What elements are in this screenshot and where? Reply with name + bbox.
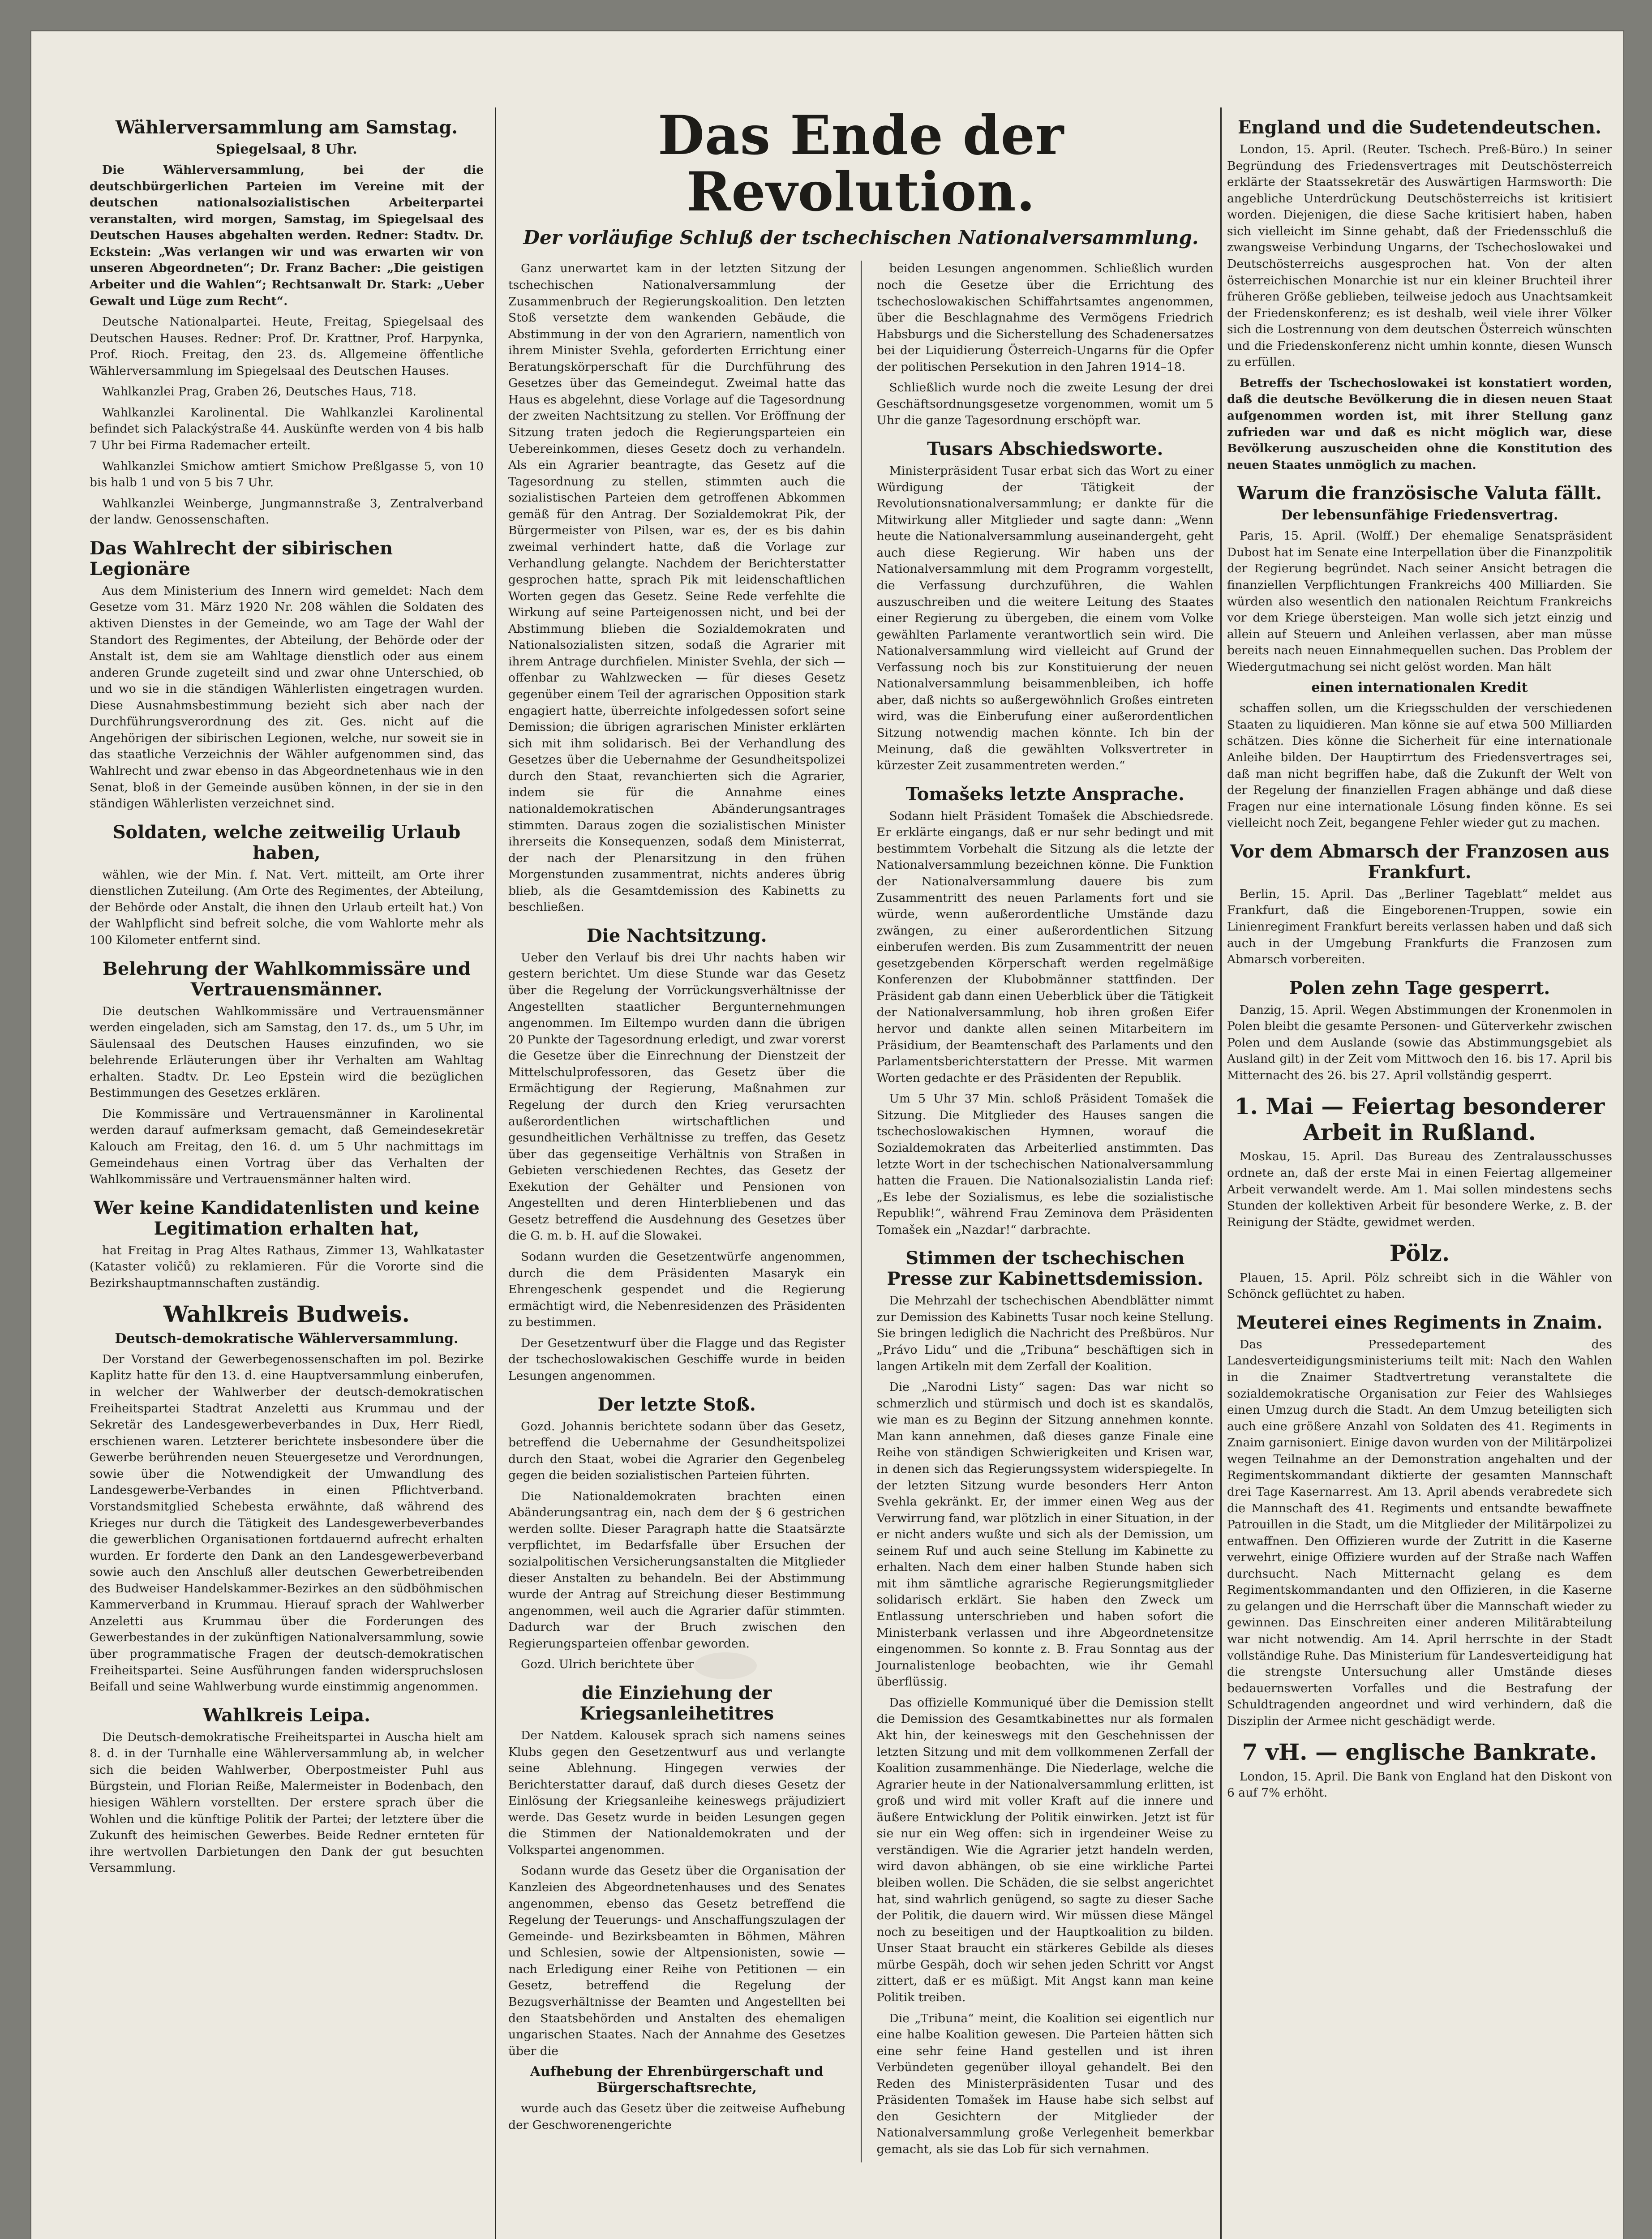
paragraph: Berlin, 15. April. Das „Berliner Tageblatt“ meldet aus Frankfurt, daß die Eingeborenen-Truppen, sowie ein Linienregiment Frankfurt bereits verlassen haben und daß sich auch in der Umgebung Frankfurts die Franzosen zum Abmarsch vorbereiten. <box>1227 887 1612 967</box>
paragraph: London, 15. April. (Reuter. Tschech. Preß-Büro.) In seiner Begründung des Friedensvertrages mit Deutschösterreich erklärte der Staatssekretär des Auswärtigen Harmsworth: Die angebliche Unterdrückung Deutschösterreichs ist kritisiert worden. Diejenigen, die diese Sache kritisiert haben, haben sich vielleicht im Sinne gehabt, daß der Friedensschluß die zwangsweise Verbindung Ungarns, der Tschechoslowakei und Deutschösterreichs ausgesprochen hat. Von der alten österreichischen Monarchie ist nur ein kleiner Bruchteil ihrer früheren Größe geblieben, teilweise jedoch aus Unachtsamkeit der Friedenskonferenz; es ist deshalb, weil viele ihrer Völker sich die Lostrennung von dem deutschen Österreich wünschten und die Friedenskonferenz nicht umhin konnte, diesen Wunsch zu erfüllen. <box>1227 142 1612 369</box>
main-headline: Das Ende der Revolution. <box>657 107 1064 223</box>
paragraph: Die Mehrzahl der tschechischen Abendblätter nimmt zur Demission des Kabinetts Tusar noch keine Stellung. Sie bringen lediglich die Nachricht des Preßbüros. Nur „Právo Lidu“ und die „Tribuna“ beschäftigen sich in langen Artikeln mit dem Zerfall der Koalition. <box>876 1294 1214 1373</box>
paragraph: Der Vorstand der Gewerbegenossenschaften im pol. Bezirke Kaplitz hatte für den 13. d. eine Hauptversammlung einberufen, in welcher der Wahlwerber der deutsch-demokratischen Freiheitspartei Stadtrat Anzeletti aus Krummau und der Sekretär des Landesgewerbeverbandes in Dux, Herr Riedl, erschienen waren. Letzterer berichtete insbesondere über die Gewerbe berührenden neuen Steuergesetze und Verordnungen, sowie über die Notwendigkeit der Umwandlung des Landesgewerbe-Verbandes in einen Pflichtverband. Vorstandsmitglied Schebesta erwähnte, daß während des Krieges nur durch die Tätigkeit des Landesgewerbeverbandes die gewerblichen Organisationen fortdauernd aufrecht erhalten wurden. Er forderte den Dank an den Landesgewerbeverband sowie auch den Anschluß aller deutschen Gewerbetreibenden des Budweiser Handelskammer-Bezirkes an den südböhmischen Kammerverband in Krummau. Hierauf sprach der Wahlwerber Anzeletti aus Krummau über die Forderungen des Gewerbestandes in der zukünftigen Nationalversammlung, sowie über programmatische Fragen der deutsch-demokratischen Freiheitspartei. Seine Ausführungen fanden widerspruchslosen Beifall und seine Wahlwerbung wurde einstimmig angenommen. <box>90 1352 484 1694</box>
heading: Warum die französische Valuta fällt. <box>1237 483 1602 504</box>
heading: 7 vH. — englische Bankrate. <box>1242 1739 1597 1766</box>
paragraph: Die Deutsch-demokratische Freiheitspartei in Auscha hielt am 8. d. in der Turnhalle eine Wählerversammlung ab, in welcher sich die beiden Wahlwerber, Oberpostmeister Puhl aus Bürgstein, und Florian Reiße, Malermeister in Bodenbach, den hiesigen Wählern vorstellten. Der erstere sprach über die Wohlen und die künftige Politik der Partei; der letztere über die Zukunft des heimischen Gewerbes. Beide Redner ernteten für ihre wertvollen Darbietungen den Dank der gut besuchten Versammlung. <box>90 1730 484 1875</box>
heading: 1. Mai — Feiertag besonderer Arbeit in Rußland. <box>1234 1093 1605 1145</box>
paragraph: Die deutschen Wahlkommissäre und Vertrauensmänner werden eingeladen, sich am Samstag, den 17. ds., um 5 Uhr, im Säulensaal des Deutschen Hauses einzufinden, wo sie belehrende Erläuterungen über ihr Verhalten am Wahltag erhalten. Stadtv. Dr. Leo Epstein wird die bezüglichen Bestimmungen des Gesetzes erklären. <box>90 1004 484 1100</box>
paragraph: Wahlkanzlei Smichow amtiert Smichow Preßlgasse 5, von 10 bis halb 1 und von 5 bis 7 Uhr. <box>90 459 484 490</box>
paragraph: Der Natdem. Kalousek sprach sich namens seines Klubs gegen den Gesetzentwurf aus und verlangte seine Ablehnung. Hingegen verwies der Berichterstatter darauf, daß durch dieses Gesetz der Einlösung der Kriegsanleihe keineswegs präjudiziert werde. Das Gesetz wurde in beiden Lesungen gegen die Stimmen der Nationaldemokraten und der Volkspartei angenommen. <box>508 1728 845 1857</box>
paragraph: Aus dem Ministerium des Innern wird gemeldet: Nach dem Gesetze vom 31. März 1920 Nr. 208 wählen die Soldaten des aktiven Dienstes in der Gemeinde, wo am Tage der Wahl der Standort des Regimentes, der Abteilung, der Behörde oder der Anstalt ist, dem sie am Wahltage dienstlich oder aus einem anderen Grunde zugeteilt sind und zwar ohne Unterschied, ob und wo sie in die ständigen Wählerlisten eingetragen wurden. Diese Ausnahmsbestimmung bezieht sich aber nach der Durchführungsverordnung des zit. Ges. nicht auf die Angehörigen der sibirischen Legionen, welche, nur soweit sie in das staatliche Verzeichnis der Wähler aufgenommen sind, das Wahlrecht und zwar ebenso in das Abgeordnetenhaus wie in den Senat, bloß in der Gemeinde ausüben können, in der sie in den ständigen Wählerlisten verzeichnet sind. <box>90 583 484 811</box>
left-column <box>90 107 484 2239</box>
paragraph: Wahlkanzlei Prag, Graben 26, Deutsches Haus, 718. <box>102 385 416 399</box>
paragraph: Das Pressedepartement des Landesverteidigungsministeriums teilt mit: Nach den Wahlen in die Znaimer Stadtvertretung veranstaltete die sozialdemokratische Organisation zur Feier des Wahlsieges einen Umzug durch die Stadt. An dem Umzug beteiligten sich auch eine größere Anzahl von Soldaten des 41. Regiments in Znaim garnisoniert. Einige davon wurden von der Militärpolizei wegen Teilnahme an der Demonstration angehalten und der Regimentskommandant diktierte der gesamten Mannschaft drei Tage Kasernarrest. Am 13. April abends verabredete sich die Mannschaft des 41. Regiments und entsandte bewaffnete Patrouillen in die Stadt, um die Mitglieder der Militärpolizei zu entwaffnen. Den Offizieren wurde der Zutritt in die Kaserne verwehrt, einige Offiziere wurden auf der Straße nach Waffen durchsucht. Nach Mitternacht gelang es dem Regimentskommandanten und den Offizieren, in die Kaserne zu gelangen und die Herrschaft über die Mannschaft wieder zu gewinnen. Das Einschreiten einer anderen Militärabteilung war nicht notwendig. Am 14. April herrschte in der Stadt vollständige Ruhe. Das Ministerium für Landesverteidigung hat die strengste Untersuchung aller Umstände dieses bedauernswerten Vorfalles und die Bestrafung der Schuldtragenden angeordnet und wird verhindern, daß die Disziplin der Armee nicht geschädigt werde. <box>1227 1337 1612 1728</box>
heading: Belehrung der Wahlkommissäre und Vertrauensmänner. <box>103 958 471 1000</box>
subheading: Aufhebung der Ehrenbürgerschaft und Bürgerschaftsrechte, <box>530 2064 824 2096</box>
heading: die Einziehung der Kriegsanleihetitres <box>579 1682 774 1724</box>
column-rule <box>1220 107 1222 2239</box>
paragraph: Gozd. Johannis berichtete sodann über das Gesetz, betreffend die Uebernahme der Gesundheitspolizei durch den Staat, wobei die Agrarier den Gegenbeleg gegen die beiden sozialistischen Parteien führten. <box>508 1419 845 1483</box>
subheading: Deutsch-demokratische Wählerversammlung. <box>115 1330 459 1347</box>
paragraph: London, 15. April. Die Bank von England hat den Diskont von 6 auf 7% erhöht. <box>1227 1769 1612 1800</box>
paragraph: Ueber den Verlauf bis drei Uhr nachts haben wir gestern berichtet. Um diese Stunde war das Gesetz über die Regelung der Vorrückungsverhältnisse der Angestellten staatlicher Bergunternehmungen angenommen. Im Eiltempo wurden dann die übrigen 20 Punkte der Tagesordnung erledigt, und zwar vorerst die Gesetze über die Einrechnung der Dienstzeit der Mittelschulprofessoren, das Gesetz über die Ermächtigung der Regierung, Maßnahmen zur Regelung der durch den Krieg verursachten außerordentlichen wirtschaftlichen und gesundheitlichen Verhältnisse zu treffen, das Gesetz über das gegenseitige Verhältnis von Straßen in Gebieten verschiedenen Rechtes, das Gesetz der Exekution der Gehälter und Pensionen von Angestellten und deren Hinterbliebenen und das Gesetz betreffend die Ausdehnung des Gesetzes über die G. m. b. H. auf die Slowakei. <box>508 950 845 1243</box>
paragraph: Die Kommissäre und Vertrauensmänner in Karolinental werden darauf aufmerksam gemacht, daß Gemeindesekretär Kalouch am Freitag, den 16. d. um 5 Uhr nachmittags im Gemeindehaus einen Vortrag über das Verhalten der Wahlkommissäre und Vertrauensmänner halten wird. <box>90 1107 484 1187</box>
paragraph: Ministerpräsident Tusar erbat sich das Wort zu einer Würdigung der Tätigkeit der Revolutionsnationalversammlung; er dankte für die Mitwirkung aller Mitglieder und sagte dann: „Wenn heute die Nationalversammlung auseinandergeht, geht auch diese Regierung. Wir haben uns der Nationalversammlung mit dem Programm vorgestellt, die Verfassung durchzuführen, die Wahlen auszuschreiben und die weitere Leitung des Staates einer Regierung zu übergeben, die einem vom Volke gewählten Parlamente verantwortlich sein wird. Die Nationalversammlung wird vielleicht auf Grund der Verfassung noch bis zur Konstituierung der neuen Nationalversammlung beisammenbleiben, ich hoffe aber, daß nichts so außergewöhnlich Großes eintreten wird, was die Einberufung einer außerordentlichen Sitzung notwendig machen könnte. Ich bin der Meinung, daß die gewählten Volksvertreter in kürzester Zeit zusammentreten werden.“ <box>876 464 1214 773</box>
column-rule <box>495 107 496 2239</box>
paragraph: Sodann hielt Präsident Tomašek die Abschiedsrede. Er erklärte eingangs, daß er nur sehr bedingt und mit bestimmtem Vorbehalt die Sitzung als die letzte der Nationalversammlung bezeichnen könne. Die Funktion der Nationalversammlung dauere bis zum Zusammentritt des neuen Parlaments fort und sie würde, wenn außerordentliche Umstände dazu zwängen, zu einer außerordentlichen Sitzung einberufen werden. Bis zum Zusammentritt der neuen gesetzgebenden Körperschaft werden regelmäßige Konferenzen der Klubobmänner stattfinden. Der Präsident gab dann einen Ueberblick über die Tätigkeit der Nationalversammlung, hob ihren großen Eifer hervor und dankte allen seinen Mitarbeitern im Präsidium, der Beamtenschaft des Parlaments und den Parlamentsberichterstattern der Presse. Mit warmen Worten gedachte er des Präsidenten der Republik. <box>876 809 1214 1085</box>
heading: Das Wahlrecht der sibirischen Legionäre <box>90 537 393 579</box>
heading: Die Nachtsitzung. <box>586 925 767 946</box>
paragraph: Moskau, 15. April. Das Bureau des Zentralausschusses ordnete an, daß der erste Mai in einen Feiertag allgemeiner Arbeit verwandelt werde. Am 1. Mai sollen mindestens sechs Stunden der kollektiven Arbeit für besondere Werke, z. B. der Reinigung der Städte, gewidmet werden. <box>1227 1150 1612 1229</box>
heading: Der letzte Stoß. <box>597 1394 756 1415</box>
paragraph: Wahlkanzlei Karolinental. Die Wahlkanzlei Karolinental befindet sich Palackýstraße 44. Auskünfte werden von 4 bis halb 7 Uhr bei Firma Rademacher erteilt. <box>90 405 484 452</box>
paragraph: Die „Narodni Listy“ sagen: Das war nicht so schmerzlich und stürmisch und doch ist es skandalös, wie man es zu Beginn der Sitzung annehmen konnte. Man kann annehmen, daß dieses ganze Finale eine Reihe von ständigen Schwierigkeiten und Krisen war, in denen sich das Regierungssystem widerspiegelte. In der letzten Sitzung wurde besonders Herr Anton Svehla gekränkt. Er, der immer einen Weg aus der Verwirrung fand, war plötzlich in einer Situation, in der er nicht anders wußte und sich als der Demission, um seinem Ruf und auch seine Stellung im Kabinette zu erhalten. Nach dem einer halben Stunde haben sich mit ihm sämtliche agrarische Regierungsmitglieder solidarisch erklärt. Sie haben den Zweck um Entlassung unterschrieben und haben sofort die Ministerbank verlassen und ihre Abgeordnetensitze eingenommen. So konnte z. B. Frau Sonntag aus der Journalistenloge beobachten, wie ihr Gemahl überflüssig. <box>876 1380 1214 1689</box>
column-rule <box>861 261 862 2162</box>
heading: England und die Sudetendeutschen. <box>1237 117 1601 138</box>
paragraph: Um 5 Uhr 37 Min. schloß Präsident Tomašek die Sitzung. Die Mitglieder des Hauses sangen die tschechoslowakischen Hymnen, worauf die Sozialdemokraten das Arbeiterlied anstimmten. Das letzte Wort in der tschechischen Nationalversammlung hatten die Frauen. Die Nationalsozialistin Landa rief: „Es lebe der Sozialismus, es lebe die sozialistische Republik!“, während Frau Zeminova dem Präsidenten Tomašek ein „Nazdar!“ darbrachte. <box>876 1092 1214 1237</box>
paragraph: Danzig, 15. April. Wegen Abstimmungen der Kronenmolen in Polen bleibt die gesamte Personen- und Güterverkehr zwischen Polen und dem Auslande (sowie das Abstimmungsgebiet als Ausland gilt) in der Zeit vom Mittwoch den 16. bis 17. April bis Mitternacht des 26. bis 27. April vollständig gesperrt. <box>1227 1003 1612 1082</box>
heading: Wahlkreis Budweis. <box>163 1301 410 1328</box>
paragraph: Deutsche Nationalpartei. Heute, Freitag, Spiegelsaal des Deutschen Hauses. Redner: Prof. Dr. Krattner, Prof. Harpynka, Prof. Rioch. Freitag, den 23. ds. Allgemeine öffentliche Wählerversammlung im Spiegelsaal des Deutschen Hauses. <box>90 315 484 378</box>
paragraph: Paris, 15. April. (Wolff.) Der ehemalige Senatspräsident Dubost hat im Senate eine Interpellation über die Finanzpolitik der Regierung begründet. Nach seiner Ansicht betragen die finanziellen Verpflichtungen Frankreichs 400 Milliarden. Sie würden also wesentlich den nationalen Reichtum Frankreichs vor dem Kriege übersteigen. Man wolle sich jetzt einzig und allein auf Steuern und Anleihen verlassen, aber man müsse bereits nach neuen Einnahmequellen suchen. Das Problem der Wiedergutmachung sei nicht gelöst worden. Man hält <box>1227 529 1612 674</box>
heading: Tusars Abschiedsworte. <box>927 438 1163 460</box>
paragraph: Die „Tribuna“ meint, die Koalition sei eigentlich nur eine halbe Koalition gewesen. Die Parteien hätten sich eine sehr feine Hand gestellen und ist ihren Verbündeten gegenüber illoyal gehandelt. Bei den Reden des Ministerpräsidenten Tusar und des Präsidenten Tomašek im Hause habe sich selbst auf den Gesichtern der Mitglieder der Nationalversammlung große Verlegenheit bemerkbar gemacht, als sie das Lob für sich vernahmen. <box>876 2011 1214 2157</box>
paragraph: Schließlich wurde noch die zweite Lesung der drei Geschäftsordnungsgesetze vorgenommen, womit um 5 Uhr die ganze Tagesordnung erschöpft war. <box>876 381 1214 428</box>
paragraph: Das offizielle Kommuniqué über die Demission stellt die Demission des Gesamtkabinettes nur als formalen Akt hin, der keineswegs mit den Geschehnissen der letzten Sitzung und mit dem vollkommenen Zerfall der Koalition zusammenhänge. Die Niederlage, welche die Agrarier heute in der Nationalversammlung erlitten, ist groß und wird mit voller Kraft auf die innere und äußere Entwicklung der Politik einwirken. Jetzt ist für sie nur ein Weg offen: sich in irgendeiner Weise zu verständigen. Wie die Agrarier jetzt handeln werden, wird davon abhängen, ob sie eine wirkliche Partei bleiben wollen. Die Schäden, die sie selbst angerichtet hat, sind wahrlich genügend, so sagte zu dieser Sache der Politik, die dauern wird. Wir müssen diese Mängel noch zu beseitigen und der Hauptkoalition zu bilden. Unser Staat braucht ein stärkeres Gebilde als dieses mürbe Gespäh, doch wir sehen jeden Schritt vor Angst zittert, daß er es müßigt. Mit Angst kann man keine Politik treiben. <box>876 1695 1214 2004</box>
paragraph: wählen, wie der Min. f. Nat. Vert. mitteilt, am Orte ihrer dienstlichen Zuteilung. (Am Orte des Regimentes, der Abteilung, der Behörde oder Anstalt, die ihnen den Urlaub erteilt hat.) Von der Wahlpflicht sind befreit solche, die vom Wahlorte mehr als 100 Kilometer entfernt sind. <box>90 867 484 947</box>
subheading: einen internationalen Kredit <box>1311 680 1528 696</box>
main-subheadline: Der vorläufige Schluß der tschechischen Nationalversammlung. <box>523 227 1199 249</box>
paragraph: beiden Lesungen angenommen. Schließlich wurden noch die Gesetze über die Errichtung des tschechoslowakischen Schiffahrtsamtes angenommen, über die Beschlagnahme des Vermögens Friedrich Habsburgs und die Sicherstellung des Schadenersatzes bei der Liquidierung Österreich-Ungarns für die Opfer der politischen Persekution in den Jahren 1914–18. <box>876 262 1214 374</box>
heading: Polen zehn Tage gesperrt. <box>1289 977 1550 999</box>
heading: Pölz. <box>1389 1240 1450 1267</box>
paragraph: wurde auch das Gesetz über die zeitweise Aufhebung der Geschworenengerichte <box>508 2102 845 2132</box>
heading: Meuterei eines Regiments in Znaim. <box>1236 1312 1603 1333</box>
center-column <box>508 107 1214 2239</box>
paragraph: Ganz unerwartet kam in der letzten Sitzung der tschechischen Nationalversammlung der Zusammenbruch der Regierungskoalition. Den letzten Stoß versetzte dem wankenden Gebäude, die Abstimmung in der von den Agrariern, namentlich von ihrem Minister Svehla, geforderten Errichtung einer Beratungskörperschaft für die Durchführung des Gesetzes über das Gemeindegut. Zweimal hatte das Haus es abgelehnt, diese Vorlage auf die Tagesordnung der zweiten Nachtsitzung zu stellen. Vor Eröffnung der Sitzung traten jedoch die Regierungsparteien ein Uebereinkommen, dieses Gesetz doch zu verhandeln. Als ein Agrarier beantragte, das Gesetz auf die Tagesordnung zu stellen, stimmten auch die sozialistischen Parteien dem getroffenen Abkommen gemäß für den Antrag. Der Sozialdemokrat Pik, der Bürgermeister von Pilsen, war es, der es bis dahin zweimal verhindert hatte, daß die Vorlage zur Verhandlung gelangte. Nachdem der Berichterstatter gesprochen hatte, sprach Pik mit leidenschaftlichen Worten gegen das Gesetz. Seine Rede verfehlte die Wirkung auf seine Parteigenossen nicht, und bei der Abstimmung blieben die Sozialdemokraten und Nationalsozialisten sitzen, sodaß die Agrarier mit ihrem Antrage durchfielen. Minister Svehla, der sich — offenbar zu Wahlzwecken — für dieses Gesetz gegenüber einem Teil der agrarischen Opposition stark engagiert hatte, überreichte infolgedessen sofort seine Demission; die übrigen agrarischen Minister erklärten sich mit ihm solidarisch. Bei der Verhandlung des Gesetzes über die Uebernahme der Gesundheitspolizei durch den Staat, revanchierten sich die Agrarier, indem sie für die Annahme eines nationaldemokratischen Abänderungsantrages stimmten. Daraus zogen die sozialistischen Minister ihrerseits die Konsequenzen, sodaß dem Ministerrat, der nach der Plenarsitzung in den frühen Morgenstunden zusammentrat, nichts anderes übrig blieb, als die Gesamtdemission des Kabinetts zu beschließen. <box>508 262 845 914</box>
article-left <box>508 261 845 2138</box>
heading: Soldaten, welche zeitweilig Urlaub haben, <box>112 821 461 863</box>
heading: Wer keine Kandidatenlisten und keine Legitimation erhalten hat, <box>94 1197 480 1239</box>
paragraph: Die Nationaldemokraten brachten einen Abänderungsantrag ein, nach dem der § 6 gestrichen werden sollte. Dieser Paragraph hatte die Staatsärzte verpflichtet, im Bedarfsfalle über Ersuchen der sozialpolitischen Versicherungsanstalten die Mitglieder dieser Anstalten zu behandeln. Bei der Abstimmung wurde der Antrag auf Streichung dieser Bestimmung angenommen, weil auch die Agrarier dafür stimmten. Dadurch war der Bruch zwischen den Regierungsparteien offenbar geworden. <box>508 1489 845 1651</box>
subheading: Spiegelsaal, 8 Uhr. <box>216 142 357 157</box>
heading: Wahlkreis Leipa. <box>202 1704 371 1726</box>
newspaper-page <box>31 31 1623 2239</box>
paragraph: Sodann wurden die Gesetzentwürfe angenommen, durch die dem Präsidenten Masaryk ein Ehrengeschenk gespendet und die Regierung ermächtigt wird, die Nebenresidenzen des Präsidenten zu bestimmen. <box>508 1250 845 1330</box>
paragraph: hat Freitag in Prag Altes Rathaus, Zimmer 13, Wahlkataster (Kataster voličů) zu reklamieren. Für die Vororte sind die Bezirkshauptmannschaften zuständig. <box>90 1243 484 1290</box>
subheading: Der lebensunfähige Friedensvertrag. <box>1281 507 1558 523</box>
paragraph: schaffen sollen, um die Kriegsschulden der verschiedenen Staaten zu liquidieren. Man könne sie auf etwa 500 Milliarden schätzen. Dies könne die Sicherheit für eine internationale Anleihe bilden. Der Hauptirrtum des Friedensvertrages sei, daß man nicht begriffen habe, daß die Zukunft der Welt von der Regelung der finanziellen Fragen abhänge und daß diese Fragen nur eine internationale Lösung finden könne. Es sei vielleicht noch Zeit, begangene Fehler wieder gut zu machen. <box>1227 701 1612 830</box>
paragraph: Sodann wurde das Gesetz über die Organisation der Kanzleien des Abgeordnetenhauses und des Senates angenommen, ebenso das Gesetz betreffend die Regelung der Teuerungs- und Anschaffungszulagen der Gemeinde- und Bezirksbeamten in Böhmen, Mähren und Schlesien, sowie der Altpensionisten, sowie — nach Erledigung einer Reihe von Petitionen — ein Gesetz, betreffend die Regelung der Bezugsverhältnisse der Beamten und Angestellten bei den Staatsbehörden und Anstalten des ehemaligen ungarischen Staates. Nach der Annahme des Gesetzes über die <box>508 1864 845 2058</box>
paragraph: Wahlkanzlei Weinberge, Jungmannstraße 3, Zentralverband der landw. Genossenschaften. <box>90 496 484 527</box>
paragraph: Gozd. Ulrich berichtete über <box>521 1657 694 1672</box>
heading: Wählerversammlung am Samstag. <box>115 117 458 138</box>
heading: Tomašeks letzte Ansprache. <box>905 783 1184 805</box>
paragraph: Der Gesetzentwurf über die Flagge und das Register der tschechoslowakischen Geschiffe wurde in beiden Lesungen angenommen. <box>508 1336 845 1383</box>
paragraph: Die Wählerversammlung, bei der die deutschbürgerlichen Parteien im Vereine mit der deutschen nationalsozialistischen Arbeiterpartei veranstalten, wird morgen, Samstag, im Spiegelsaal des Deutschen Hauses abgehalten werden. Redner: Stadtv. Dr. Eckstein: „Was verlangen wir und was erwarten wir von unseren Abgeordneten“; Dr. Franz Bacher: „Die geistigen Arbeiter und die Wahlen“; Rechtsanwalt Dr. Stark: „Ueber Gewalt und Lüge zum Recht“. <box>90 163 484 308</box>
article-body <box>508 261 1214 2162</box>
article-right <box>877 261 1214 2162</box>
paragraph: Betreffs der Tschechoslowakei ist konstatiert worden, daß die deutsche Bevölkerung die in diesen neuen Staat aufgenommen worden ist, mit ihrer Stellung ganz zufrieden war und daß es nicht möglich war, diese Bevölkerung auszuscheiden ohne die Konstitution des neuen Staates unmöglich zu machen. <box>1227 376 1612 472</box>
right-column <box>1227 107 1612 2239</box>
heading: Stimmen der tschechischen Presse zur Kabinettsdemission. <box>887 1248 1204 1290</box>
heading: Vor dem Abmarsch der Franzosen aus Frankfurt. <box>1230 841 1609 883</box>
paragraph: Plauen, 15. April. Pölz schreibt sich in die Wähler von Schönck geflüchtet zu haben. <box>1227 1270 1612 1301</box>
